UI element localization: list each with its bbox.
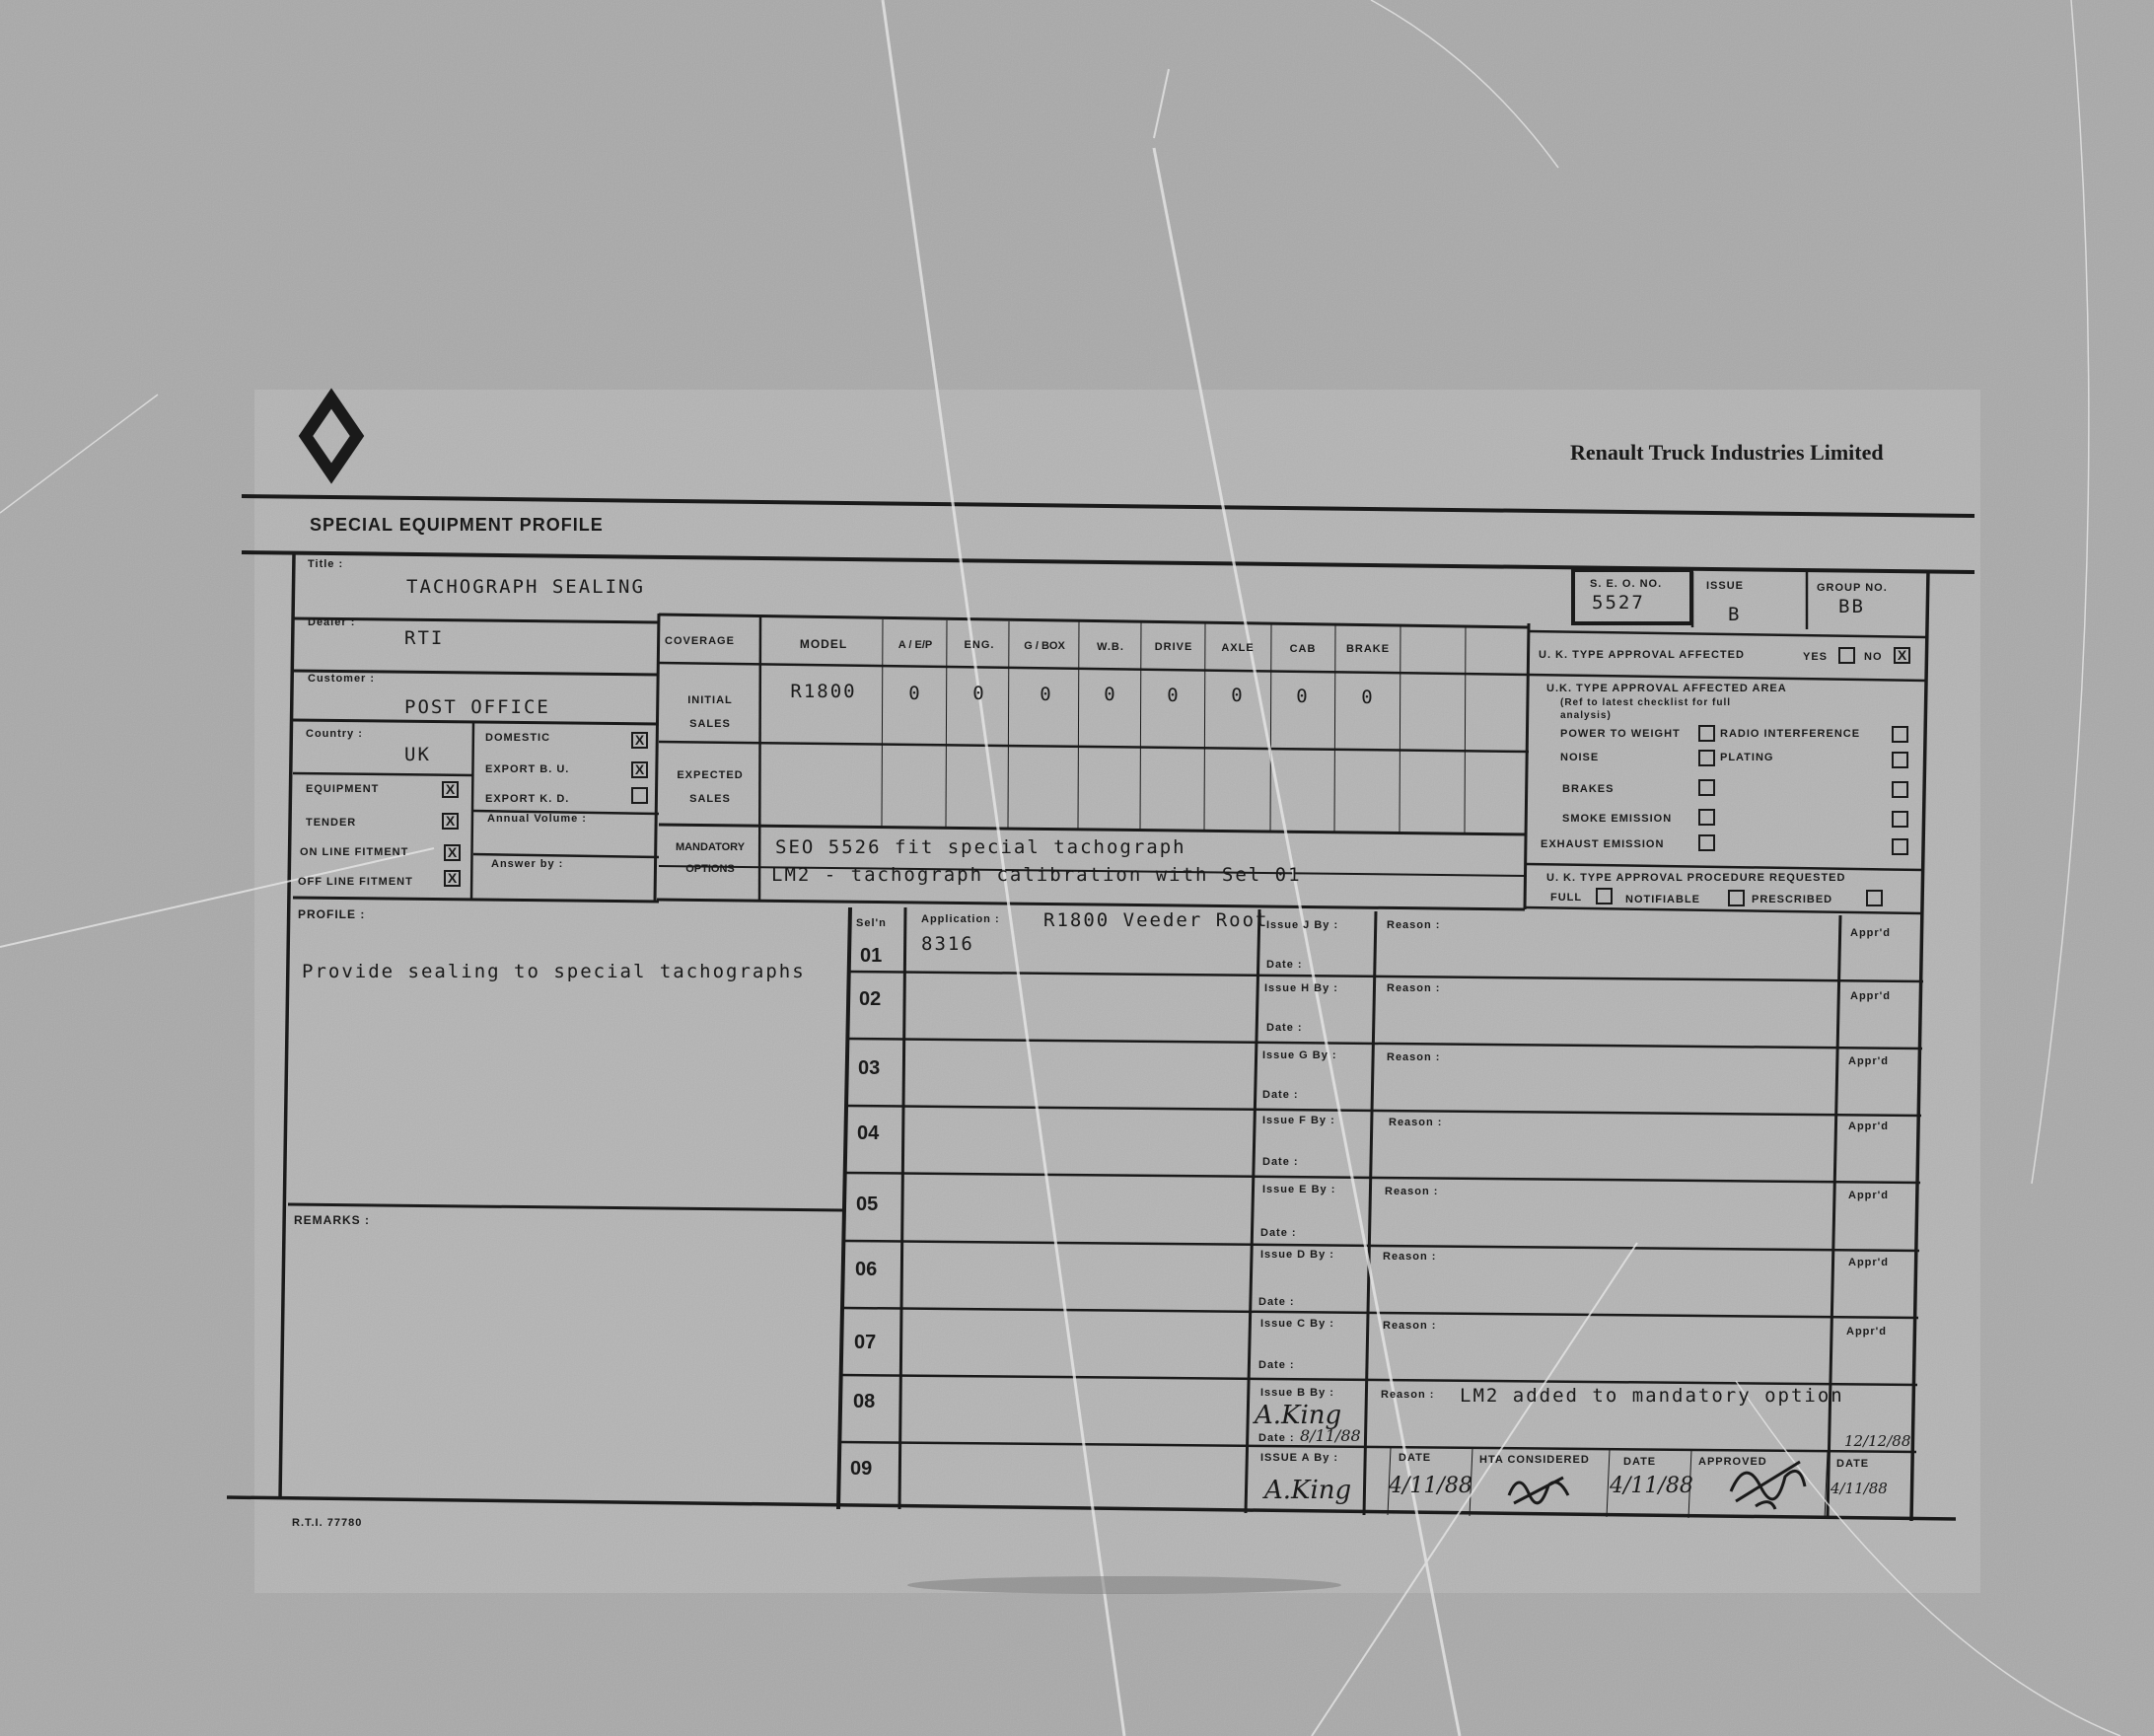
issue-a-date-value: 4/11/88 [1389,1474,1472,1498]
area-power-to-weight-checkbox[interactable] [1698,725,1715,742]
issue-d-reason: Reason : [1383,1251,1437,1263]
issue-d-by: Issue D By : [1260,1249,1334,1261]
group-label: GROUP NO. [1817,582,1888,594]
initial-ae: 0 [908,683,922,704]
procedure-notifiable-checkbox[interactable] [1728,890,1745,906]
answer-by-label: Answer by : [491,858,564,870]
mandatory-line-1: SEO 5526 fit special tachograph [775,836,1186,858]
initial-gbox: 0 [1040,684,1053,705]
market-domestic-label: DOMESTIC [485,732,551,744]
application-value-2: 8316 [921,933,974,955]
initial-axle: 0 [1231,685,1245,706]
issue-label: ISSUE [1706,580,1745,592]
expected-sales-label: EXPECTED SALES [677,769,744,805]
issue-a-date3-value: 4/11/88 [1831,1480,1888,1497]
issue-f-date: Date : [1262,1156,1299,1168]
issue-a-signature: A.King [1264,1476,1352,1505]
uk-ta-yes-label: YES [1803,651,1829,663]
form-reference: R.T.I. 77780 [292,1517,363,1529]
issue-a-approved-label: APPROVED [1698,1456,1767,1468]
issue-e-date: Date : [1260,1227,1297,1239]
issue-d-date: Date : [1258,1296,1295,1308]
ae-header: A / E/P [898,639,933,651]
issue-a-approved-signature [1716,1452,1815,1511]
eq-online-label: ON LINE FITMENT [300,846,409,858]
eq-online-checkbox[interactable]: X [444,844,461,861]
group-value: BB [1838,596,1865,617]
area-brakes-right-checkbox[interactable] [1892,781,1908,798]
seln-row-05: 05 [856,1194,879,1215]
company-name: Renault Truck Industries Limited [1570,440,1884,465]
area-exhaust-emission-checkbox[interactable] [1698,834,1715,851]
issue-g-apprd: Appr'd [1848,1055,1889,1067]
area-brakes-label: BRAKES [1562,783,1615,795]
issue-b-apprd-date: 12/12/88 [1844,1432,1911,1450]
title-label: Title : [308,558,344,570]
seln-row-07: 07 [854,1332,877,1353]
area-smoke-emission-checkbox[interactable] [1698,809,1715,826]
initial-model: R1800 [790,681,857,702]
issue-f-by: Issue F By : [1262,1115,1335,1126]
procedure-full-checkbox[interactable] [1596,888,1613,904]
eq-tender-checkbox[interactable]: X [442,813,459,830]
profile-label: PROFILE : [298,907,366,921]
mandatory-line-2: LM2 - tachograph calibration with Sel 01 [771,864,1302,886]
uk-ta-no-checkbox[interactable]: X [1894,647,1910,664]
mandatory-label: MANDATORY OPTIONS [675,841,746,875]
initial-brake: 0 [1361,687,1375,708]
area-plating-label: PLATING [1720,752,1774,763]
eq-equipment-label: EQUIPMENT [306,783,380,795]
seln-row-03: 03 [858,1057,881,1079]
dealer-label: Dealer : [308,616,356,628]
issue-b-by: Issue B By : [1260,1387,1334,1399]
eq-tender-label: TENDER [306,817,357,829]
gbox-header: G / BOX [1024,640,1065,652]
profile-text: Provide sealing to special tachographs [302,961,806,982]
area-power-to-weight-label: POWER TO WEIGHT [1560,728,1681,740]
wb-header: W.B. [1097,641,1124,653]
issue-a-date2-value: 4/11/88 [1610,1474,1693,1498]
issue-h-apprd: Appr'd [1850,990,1891,1002]
issue-b-date: Date : [1258,1432,1295,1444]
issue-d-apprd: Appr'd [1848,1257,1889,1268]
market-domestic-checkbox[interactable]: X [631,732,648,749]
procedure-prescribed-label: PRESCRIBED [1752,894,1833,905]
seo-label: S. E. O. NO. [1590,578,1663,590]
area-smoke-right-checkbox[interactable] [1892,811,1908,828]
drive-header: DRIVE [1154,641,1193,653]
eq-equipment-checkbox[interactable]: X [442,781,459,798]
issue-f-apprd: Appr'd [1848,1121,1889,1132]
issue-a-date2-label: DATE [1623,1456,1657,1468]
annual-volume-label: Annual Volume : [487,813,587,825]
area-radio-interference-checkbox[interactable] [1892,726,1908,743]
area-smoke-emission-label: SMOKE EMISSION [1562,813,1673,825]
uk-ta-no-label: NO [1864,651,1883,663]
seln-row-01: 01 [860,945,883,967]
issue-h-by: Issue H By : [1264,982,1338,994]
issue-a-date3-label: DATE [1836,1458,1870,1470]
issue-e-reason: Reason : [1385,1186,1439,1197]
market-export-kd-checkbox[interactable] [631,787,648,804]
uk-ta-affected-label: U. K. TYPE APPROVAL AFFECTED [1539,649,1745,661]
issue-e-by: Issue E By : [1262,1184,1336,1195]
issue-j-reason: Reason : [1387,919,1441,931]
seln-row-02: 02 [859,988,882,1010]
area-radio-interference-label: RADIO INTERFERENCE [1720,728,1861,740]
application-label: Application : [921,913,1000,925]
issue-h-date: Date : [1266,1022,1303,1034]
area-exhaust-emission-label: EXHAUST EMISSION [1541,838,1665,850]
initial-sales-label: INITIAL SALES [687,694,733,730]
procedure-full-label: FULL [1550,892,1583,904]
initial-eng: 0 [972,683,986,704]
issue-j-date: Date : [1266,959,1303,971]
issue-j-apprd: Appr'd [1850,927,1891,939]
issue-e-apprd: Appr'd [1848,1190,1889,1201]
issue-h-reason: Reason : [1387,982,1441,994]
issue-b-date-value: 8/11/88 [1300,1426,1361,1445]
seln-row-06: 06 [855,1259,878,1280]
seln-row-04: 04 [857,1122,880,1144]
market-export-kd-label: EXPORT K. D. [485,793,570,805]
issue-g-reason: Reason : [1387,1051,1441,1063]
issue-a-hta-label: HTA CONSIDERED [1479,1454,1590,1466]
issue-b-reason-text: LM2 added to mandatory option [1460,1385,1844,1407]
customer-label: Customer : [308,673,376,685]
procedure-prescribed-checkbox[interactable] [1866,890,1883,906]
eng-header: ENG. [964,639,995,651]
seln-label: Sel'n [856,917,887,929]
area-plating-checkbox[interactable] [1892,752,1908,768]
issue-b-reason: Reason : [1381,1389,1435,1401]
cab-header: CAB [1289,643,1317,655]
issue-c-date: Date : [1258,1359,1295,1371]
dealer-value: RTI [404,627,445,649]
issue-value: B [1728,604,1742,625]
form-title: SPECIAL EQUIPMENT PROFILE [310,515,604,535]
initial-drive: 0 [1167,685,1181,706]
remarks-label: REMARKS : [294,1213,370,1227]
issue-a-by: ISSUE A By : [1260,1452,1339,1464]
issue-f-reason: Reason : [1389,1117,1443,1128]
issue-c-reason: Reason : [1383,1320,1437,1332]
seln-row-09: 09 [850,1458,873,1480]
country-value: UK [404,744,431,765]
initial-wb: 0 [1104,684,1117,705]
issue-b-signature: A.King [1255,1401,1342,1430]
uk-ta-yes-checkbox[interactable] [1838,647,1855,664]
area-brakes-checkbox[interactable] [1698,779,1715,796]
brake-header: BRAKE [1345,643,1391,655]
seln-row-08: 08 [853,1391,876,1412]
issue-j-by: Issue J By : [1266,919,1339,931]
issue-c-by: Issue C By : [1260,1318,1334,1330]
issue-g-date: Date : [1262,1089,1299,1101]
procedure-notifiable-label: NOTIFIABLE [1625,894,1700,905]
country-label: Country : [306,728,363,740]
area-noise-label: NOISE [1560,752,1600,763]
issue-g-by: Issue G By : [1262,1049,1337,1061]
eq-offline-label: OFF LINE FITMENT [298,876,413,888]
area-noise-checkbox[interactable] [1698,750,1715,766]
issue-c-apprd: Appr'd [1846,1326,1887,1338]
application-value: R1800 Veeder Root [1043,909,1269,931]
title-value: TACHOGRAPH SEALING [406,576,645,598]
uk-ta-area-label: U.K. TYPE APPROVAL AFFECTED AREA [1546,683,1787,694]
uk-ta-procedure-label: U. K. TYPE APPROVAL PROCEDURE REQUESTED [1546,872,1846,884]
eq-offline-checkbox[interactable]: X [444,870,461,887]
issue-a-date-label: DATE [1399,1452,1432,1464]
initial-cab: 0 [1296,686,1310,707]
coverage-header: COVERAGE [665,635,735,647]
axle-header: AXLE [1221,642,1255,654]
seo-value: 5527 [1592,592,1645,614]
market-export-bu-label: EXPORT B. U. [485,763,570,775]
model-header: MODEL [799,637,848,651]
issue-a-hta-signature [1499,1466,1578,1511]
customer-value: POST OFFICE [404,696,550,718]
uk-ta-area-note: (Ref to latest checklist for full analysis) [1560,697,1732,721]
area-exhaust-right-checkbox[interactable] [1892,838,1908,855]
market-export-bu-checkbox[interactable]: X [631,761,648,778]
